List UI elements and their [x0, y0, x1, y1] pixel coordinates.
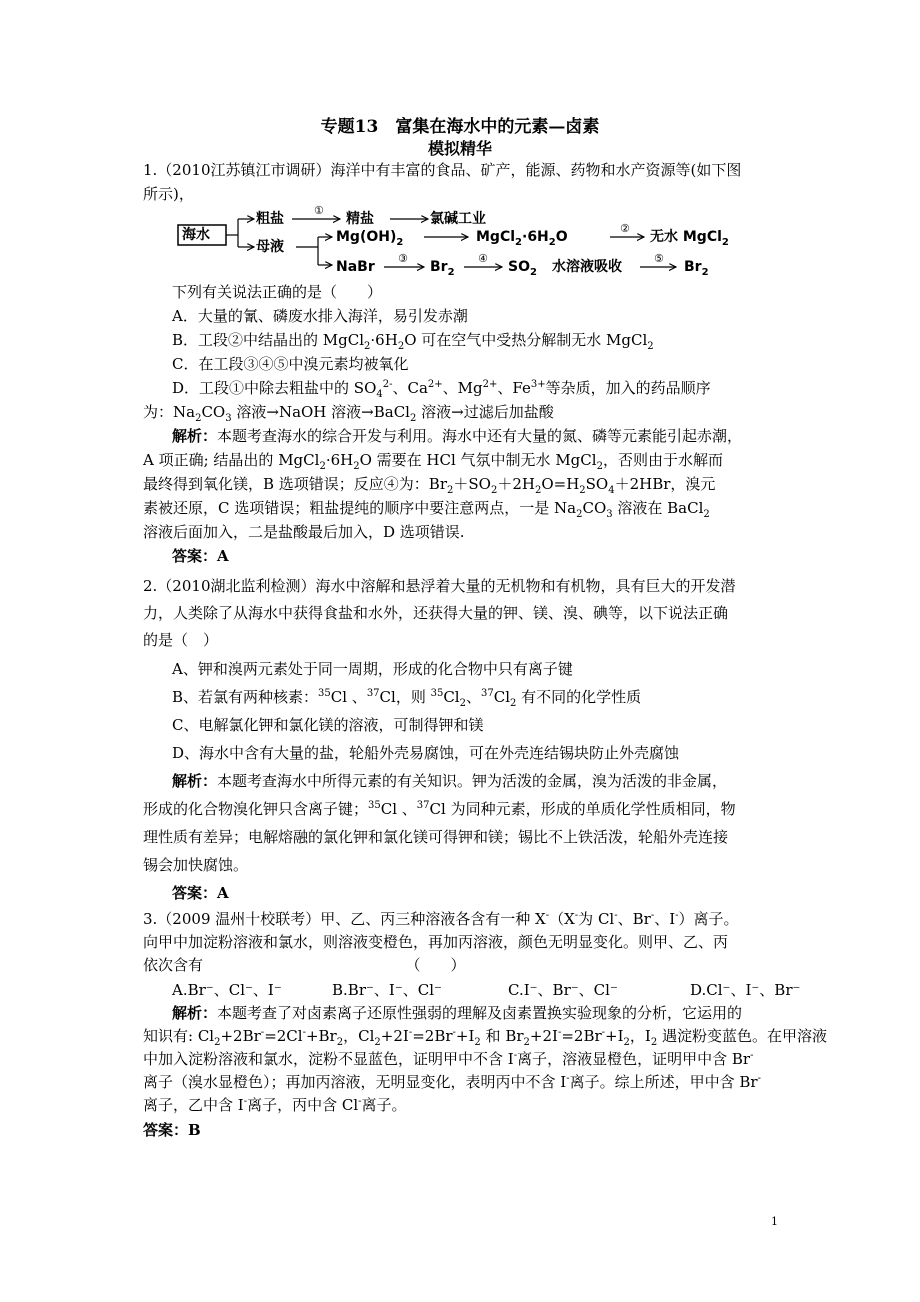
page-title: 专题13 富集在海水中的元素—卤素	[320, 117, 600, 137]
q2-option-a: A、钾和溴两元素处于同一周期，形成的化合物中只有离子键	[172, 660, 573, 678]
q3-analysis-line5: 离子，乙中含 I-离子，丙中含 Cl-离子。	[143, 1096, 407, 1114]
q1-analysis-line2: A 项正确; 结晶出的 $MgCl_2\cdot 6H_2O$ 需要在 HCl 气氛中制无水 MgCl$_2$，否则由于水解而	[143, 451, 723, 472]
q1-stem-line1: 1.（2010江苏镇江市调研）海洋中有丰富的食品、矿产，能源、药物和水产资源等(如下图	[143, 161, 742, 179]
q2-stem-line2: 力，人类除了从海水中获得食盐和水外，还获得大量的钾、镁、溴、碘等，以下说法正确	[143, 604, 729, 622]
q3-stem-line2: 向甲中加淀粉溶液和氯水，则溶液变橙色，再加丙溶液，颜色无明显变化。则甲、乙、丙	[143, 933, 729, 951]
q3-analysis-line1: 解析：本题考查了对卤素离子还原性强弱的理解及卤素置换实验现象的分析，它运用的	[172, 1004, 743, 1022]
node-mgoh2: $Mg(OH)_2$	[336, 229, 404, 248]
q3-option-d: D.Cl⁻、I⁻、Br⁻	[690, 981, 801, 999]
q3-stem-line3: 依次含有 （ ）	[143, 956, 466, 974]
node-sea: 海水	[182, 227, 210, 243]
q2-option-b: B、若氯有两种核素：$^{35}$Cl 、$^{37}$Cl，则 $^{35}Cl_2$、$^{37}Cl_2$ 有不同的化学性质	[172, 688, 642, 709]
label-step5: ⑤	[654, 252, 664, 265]
q1-analysis-line4: 素被还原，C 选项错误；粗盐提纯的顺序中要注意两点，一是 $Na_2CO_3$ 溶液在 BaCl$_2$	[143, 499, 710, 520]
q2-answer: 答案：A	[172, 884, 229, 902]
q1-question: 下列有关说法正确的是（ ）	[172, 283, 383, 301]
label-step2: ②	[620, 222, 630, 235]
page-number: 1	[771, 1215, 778, 1228]
seawater-flow-diagram	[172, 204, 772, 279]
q3-analysis-line3: 中加入淀粉溶液和氯水，淀粉不显蓝色，证明甲中不含 I-离子，溶液显橙色，证明甲中含 Br-	[143, 1050, 754, 1068]
q2-analysis-line1: 解析：本题考查海水中所得元素的有关知识。钾为活泼的金属，溴为活泼的非金属，	[172, 772, 728, 790]
q2-option-c: C、电解氯化钾和氯化镁的溶液，可制得钾和镁	[172, 716, 484, 734]
q2-stem-line3: 的是（ ）	[143, 631, 219, 649]
q3-answer: 答案：B	[143, 1121, 201, 1139]
q1-answer: 答案：A	[172, 547, 229, 565]
q3-analysis-line4: 离子（溴水显橙色）；再加丙溶液，无明显变化，表明丙中不含 I-离子。综上所述，甲中含 Br-	[143, 1073, 761, 1091]
q1-option-a: A．大量的氰、磷废水排入海洋，易引发赤潮	[172, 307, 468, 325]
node-so2: $SO_2$	[508, 259, 537, 278]
q1-analysis-line1: 解析：本题考查海水的综合开发与利用。海水中还有大量的氮、磷等元素能引起赤潮，	[172, 427, 743, 445]
q2-analysis-line2: 形成的化合物溴化钾只含离子键；$^{35}$Cl 、$^{37}$Cl 为同种元素，形成的单质化学性质相同，物	[143, 800, 736, 818]
node-mother-liquor: 母液	[256, 239, 284, 255]
node-refined-salt: 精盐	[346, 211, 374, 227]
label-step4: ④	[478, 252, 488, 265]
q3-analysis-line2: 知识有: $Cl_2+2Br^-=2Cl^-+Br_2$，$Cl_2+2I^-=2Br^-+I_2$ 和 $Br_2+2I^-=2Br^-+I_2$，$I_2$ 遇淀粉变蓝色。在甲溶液	[143, 1027, 827, 1048]
q3-option-c: C.I⁻、Br⁻、Cl⁻	[508, 981, 618, 999]
q2-stem-line1: 2.（2010湖北监利检测）海水中溶解和悬浮着大量的无机物和有机物，具有巨大的开发潜	[143, 577, 736, 595]
q1-option-d: D．工段①中除去粗盐中的 $SO_4^{2-}$、$Ca^{2+}$、$Mg^{2+}$、$Fe^{3+}$等杂质，加入的药品顺序	[172, 379, 711, 400]
q2-analysis-line4: 锡会加快腐蚀。	[143, 856, 249, 874]
q3-stem-line1: 3.（2009 温州十校联考）甲、乙、丙三种溶液各含有一种 X-（X-为 Cl-、Br-、I-）离子。	[143, 910, 739, 928]
label-step3: ③	[398, 252, 408, 265]
q1-stem-line2: 所示)，	[143, 185, 194, 203]
node-crude-salt: 粗盐	[256, 211, 284, 227]
node-nabr: NaBr	[336, 259, 375, 275]
node-absorption: 水溶液吸收	[552, 259, 622, 275]
node-br2-final: $Br_2$	[684, 259, 709, 278]
q3-option-b: B.Br⁻、I⁻、Cl⁻	[332, 981, 442, 999]
q3-option-a: A.Br⁻、Cl⁻、I⁻	[172, 981, 282, 999]
node-chlor-alkali: 氯碱工业	[430, 211, 486, 227]
node-mgcl2-hydrate: $MgCl_2\cdot 6H_2O$	[476, 229, 568, 248]
page-subtitle: 模拟精华	[427, 139, 492, 158]
node-anhydrous-mgcl2: 无水 MgCl$_2$	[650, 229, 729, 248]
q2-option-d: D、海水中含有大量的盐，轮船外壳易腐蚀，可在外壳连结锡块防止外壳腐蚀	[172, 744, 680, 762]
q1-analysis-line5: 溶液后面加入，二是盐酸最后加入，D 选项错误.	[143, 523, 465, 541]
q1-option-d-cont: 为：$Na_2CO_3$ 溶液→NaOH 溶液→BaCl$_2$ 溶液→过滤后加盐酸	[143, 403, 554, 424]
q1-option-c: C．在工段③④⑤中溴元素均被氧化	[172, 355, 409, 373]
q1-analysis-line3: 最终得到氧化镁，B 选项错误；反应④为：$Br_2+SO_2+2H_2O=H_2SO_4+2HBr$，溴元	[143, 475, 716, 496]
label-step1: ①	[314, 204, 324, 217]
q1-option-b: B．工段②中结晶出的 $MgCl_2\cdot 6H_2O$ 可在空气中受热分解制无水 MgCl$_2$	[172, 331, 654, 352]
node-br2: $Br_2$	[430, 259, 455, 278]
q2-analysis-line3: 理性质有差异；电解熔融的氯化钾和氯化镁可得钾和镁；锡比不上铁活泼，轮船外壳连接	[143, 828, 729, 846]
